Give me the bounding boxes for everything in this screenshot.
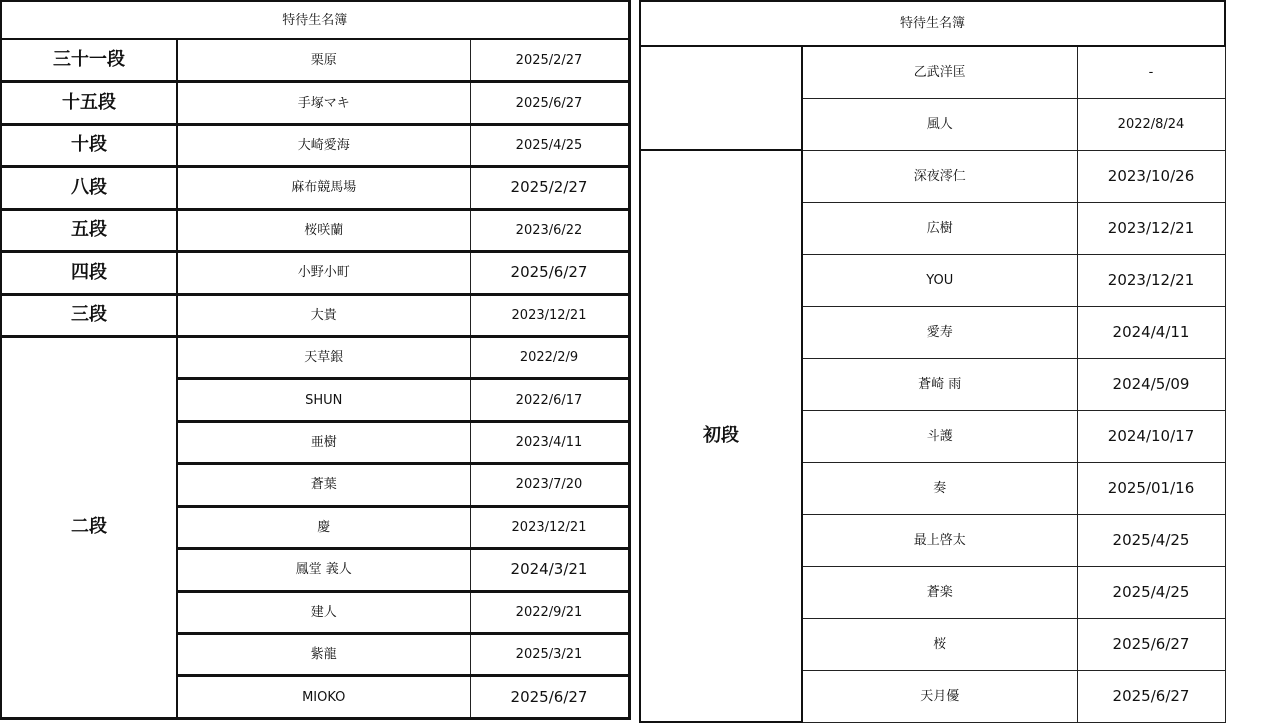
enrollment-date: 2022/9/21 bbox=[470, 591, 629, 633]
enrollment-date: 2025/3/21 bbox=[470, 634, 629, 676]
member-name: 奏 bbox=[802, 462, 1077, 514]
table-row bbox=[1, 39, 629, 81]
member-name: 広樹 bbox=[802, 202, 1077, 254]
member-name: 栗原 bbox=[177, 39, 470, 81]
rank-cell: 四段 bbox=[1, 252, 177, 294]
member-name: 最上啓太 bbox=[802, 514, 1077, 566]
enrollment-date: 2023/12/21 bbox=[1077, 202, 1225, 254]
enrollment-date: 2022/8/24 bbox=[1077, 98, 1225, 150]
table-row bbox=[1, 124, 629, 166]
rank-cell: 三段 bbox=[1, 294, 177, 336]
roster-title: 特待生名簿 bbox=[1, 1, 629, 39]
member-name: 大貴 bbox=[177, 294, 470, 336]
enrollment-date: 2023/7/20 bbox=[470, 464, 629, 506]
rank-cell: 八段 bbox=[1, 167, 177, 209]
member-name: 桜 bbox=[802, 618, 1077, 670]
member-name: 建人 bbox=[177, 591, 470, 633]
member-name: 慶 bbox=[177, 506, 470, 548]
table-row bbox=[640, 46, 1225, 98]
roster-table-left bbox=[0, 0, 631, 720]
roster-right-body bbox=[640, 1, 1225, 722]
roster-title: 特待生名簿 bbox=[640, 1, 1225, 46]
member-name: 風人 bbox=[802, 98, 1077, 150]
member-name: 桜咲蘭 bbox=[177, 209, 470, 251]
rank-cell: 五段 bbox=[1, 209, 177, 251]
enrollment-date: 2025/6/27 bbox=[1077, 670, 1225, 722]
enrollment-date: 2024/5/09 bbox=[1077, 358, 1225, 410]
rank-cell bbox=[640, 46, 802, 150]
enrollment-date: 2023/6/22 bbox=[470, 209, 629, 251]
enrollment-date: 2022/6/17 bbox=[470, 379, 629, 421]
roster-title-row bbox=[640, 1, 1225, 46]
roster-table-right bbox=[639, 0, 1226, 723]
table-row bbox=[1, 294, 629, 336]
member-name: 麻布競馬場 bbox=[177, 167, 470, 209]
enrollment-date: 2025/2/27 bbox=[470, 39, 629, 81]
member-name: 愛寿 bbox=[802, 306, 1077, 358]
rank-cell: 初段 bbox=[640, 150, 802, 722]
enrollment-date: 2025/2/27 bbox=[470, 167, 629, 209]
member-name: 蒼葉 bbox=[177, 464, 470, 506]
member-name: 亜樹 bbox=[177, 421, 470, 463]
member-name: 天草銀 bbox=[177, 336, 470, 378]
enrollment-date: - bbox=[1077, 46, 1225, 98]
member-name: 斗護 bbox=[802, 410, 1077, 462]
roster-left-body bbox=[1, 1, 629, 719]
roster-title-row bbox=[1, 1, 629, 39]
table-row bbox=[1, 82, 629, 124]
rank-cell: 二段 bbox=[1, 336, 177, 718]
rank-cell: 十段 bbox=[1, 124, 177, 166]
enrollment-date: 2025/4/25 bbox=[470, 124, 629, 166]
member-name: YOU bbox=[802, 254, 1077, 306]
enrollment-date: 2025/6/27 bbox=[1077, 618, 1225, 670]
enrollment-date: 2022/2/9 bbox=[470, 336, 629, 378]
enrollment-date: 2025/6/27 bbox=[470, 676, 629, 719]
enrollment-date: 2025/6/27 bbox=[470, 82, 629, 124]
table-row bbox=[1, 252, 629, 294]
enrollment-date: 2023/10/26 bbox=[1077, 150, 1225, 202]
member-name: 大崎愛海 bbox=[177, 124, 470, 166]
enrollment-date: 2023/12/21 bbox=[1077, 254, 1225, 306]
member-name: 天月優 bbox=[802, 670, 1077, 722]
table-row bbox=[1, 167, 629, 209]
member-name: 蒼崎 雨 bbox=[802, 358, 1077, 410]
member-name: 蒼楽 bbox=[802, 566, 1077, 618]
enrollment-date: 2024/10/17 bbox=[1077, 410, 1225, 462]
member-name: 小野小町 bbox=[177, 252, 470, 294]
rank-cell: 十五段 bbox=[1, 82, 177, 124]
member-name: 乙武洋匡 bbox=[802, 46, 1077, 98]
enrollment-date: 2023/12/21 bbox=[470, 506, 629, 548]
table-row bbox=[1, 209, 629, 251]
member-name: 紫龍 bbox=[177, 634, 470, 676]
enrollment-date: 2025/01/16 bbox=[1077, 462, 1225, 514]
enrollment-date: 2023/12/21 bbox=[470, 294, 629, 336]
table-row bbox=[640, 150, 1225, 202]
enrollment-date: 2024/4/11 bbox=[1077, 306, 1225, 358]
enrollment-date: 2025/4/25 bbox=[1077, 514, 1225, 566]
enrollment-date: 2024/3/21 bbox=[470, 549, 629, 591]
member-name: 手塚マキ bbox=[177, 82, 470, 124]
member-name: MIOKO bbox=[177, 676, 470, 719]
member-name: 深夜澪仁 bbox=[802, 150, 1077, 202]
enrollment-date: 2025/4/25 bbox=[1077, 566, 1225, 618]
rank-cell: 三十一段 bbox=[1, 39, 177, 81]
enrollment-date: 2023/4/11 bbox=[470, 421, 629, 463]
enrollment-date: 2025/6/27 bbox=[470, 252, 629, 294]
member-name: SHUN bbox=[177, 379, 470, 421]
member-name: 鳳堂 義人 bbox=[177, 549, 470, 591]
table-row bbox=[1, 336, 629, 378]
